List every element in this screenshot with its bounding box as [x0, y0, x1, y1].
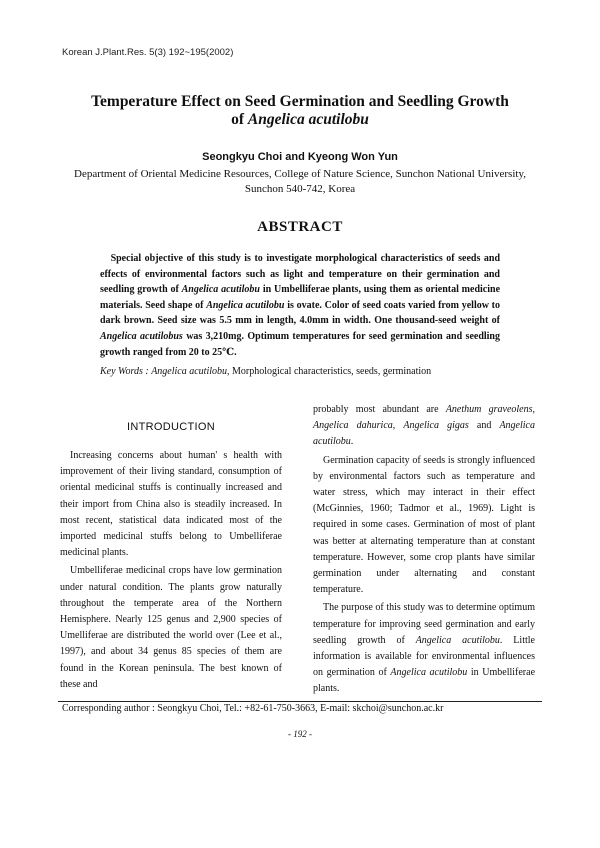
left-column [60, 448, 282, 693]
abstract-heading: ABSTRACT [257, 219, 343, 235]
corresponding-author-footnote: Corresponding author : Seongkyu Choi, Tel.: +82-61-750-3663, E-mail: skchoi@sunchon.ac.kr [62, 703, 444, 714]
intro-paragraph-3: probably most abundant are Anethum graveolens, Angelica dahurica, Angelica gigas and Angelica acutilobu. [313, 404, 535, 448]
journal-reference: Korean J.Plant.Res. 5(3) 192~195(2002) [62, 47, 234, 58]
title-of: of [231, 111, 248, 128]
keywords-rest: , Morphological characteristics, seeds, germination [227, 366, 432, 377]
abstract-text: Special objective of this study is to investigate morphological characteristics of seeds and effects of environmental factors such as light and temperature on their germination and seedling growth of Angelica acutilobu in Umbelliferae plants, using them as oriental medicine materials. Seed shape of Angelica acutilobu is ovate. Color of seed coats varied from yellow to dark brown. Seed size was 5.5 mm in length, 4.0mm in width. One thousand-seed weight of Angelica acutilobus was 3,210mg. Optimum temperatures for seed germination and seedling growth ranged from 20 to 25℃. [100, 253, 501, 358]
footnote-rule [58, 701, 542, 702]
intro-paragraph-1: Increasing concerns about human' s health with improvement of their living standard, consumption of oriental medicinal stuffs is continually increased and their import from China also is steadily increased. In most recent, statistical data indicated most of the imported medicinal stuffs belong to Umbelliferae medicinal plants. [60, 450, 282, 559]
paper-title-line1: Temperature Effect on Seed Germination and Seedling Growth [91, 93, 509, 110]
affiliation-line1: Department of Oriental Medicine Resources, College of Nature Science, Sunchon National University, [74, 168, 526, 180]
paper-title-line2 [40, 110, 560, 129]
authors: Seongkyu Choi and Kyeong Won Yun [202, 151, 398, 163]
affiliation-line2: Sunchon 540-742, Korea [244, 183, 356, 195]
intro-paragraph-2: Umbelliferae medicinal crops have low germination under natural condition. The plants grow naturally throughout the temperate area of the Northern Hemisphere. Nearly 125 genus and 2,900 species of Umelliferae are distributed the world over (Lee et al., 1997), and about 34 genus 85 species of them are found in the Korean peninsula. The best known of these and [60, 565, 282, 690]
intro-paragraph-4: Germination capacity of seeds is strongly influenced by environmental factors such as temperature and water stress, which may interact in their effect (McGinnies, 1960; Tadmor et al., 1969). Light is required in some cases. Germination of most of plant was better at alternating temperature than at constant temperature. However, some crop plants have similar germination under alternating and constant temperature. [313, 454, 535, 596]
keywords-species: Angelica acutilobu [151, 366, 228, 377]
right-column [313, 402, 535, 698]
keywords [100, 365, 520, 379]
page-number: - 192 - [288, 729, 312, 739]
introduction-heading: INTRODUCTION [127, 421, 215, 433]
intro-paragraph-5: The purpose of this study was to determine optimum temperature for improving seed germination and early seedling growth of Angelica acutilobu. Little information is available for environmental influences on germination of Angelica acutilobu in Umbelliferae plants. [313, 602, 536, 695]
affiliation [60, 167, 540, 197]
keywords-label: Key Words : [100, 366, 149, 377]
title-species: Angelica acutilobu [247, 111, 369, 128]
